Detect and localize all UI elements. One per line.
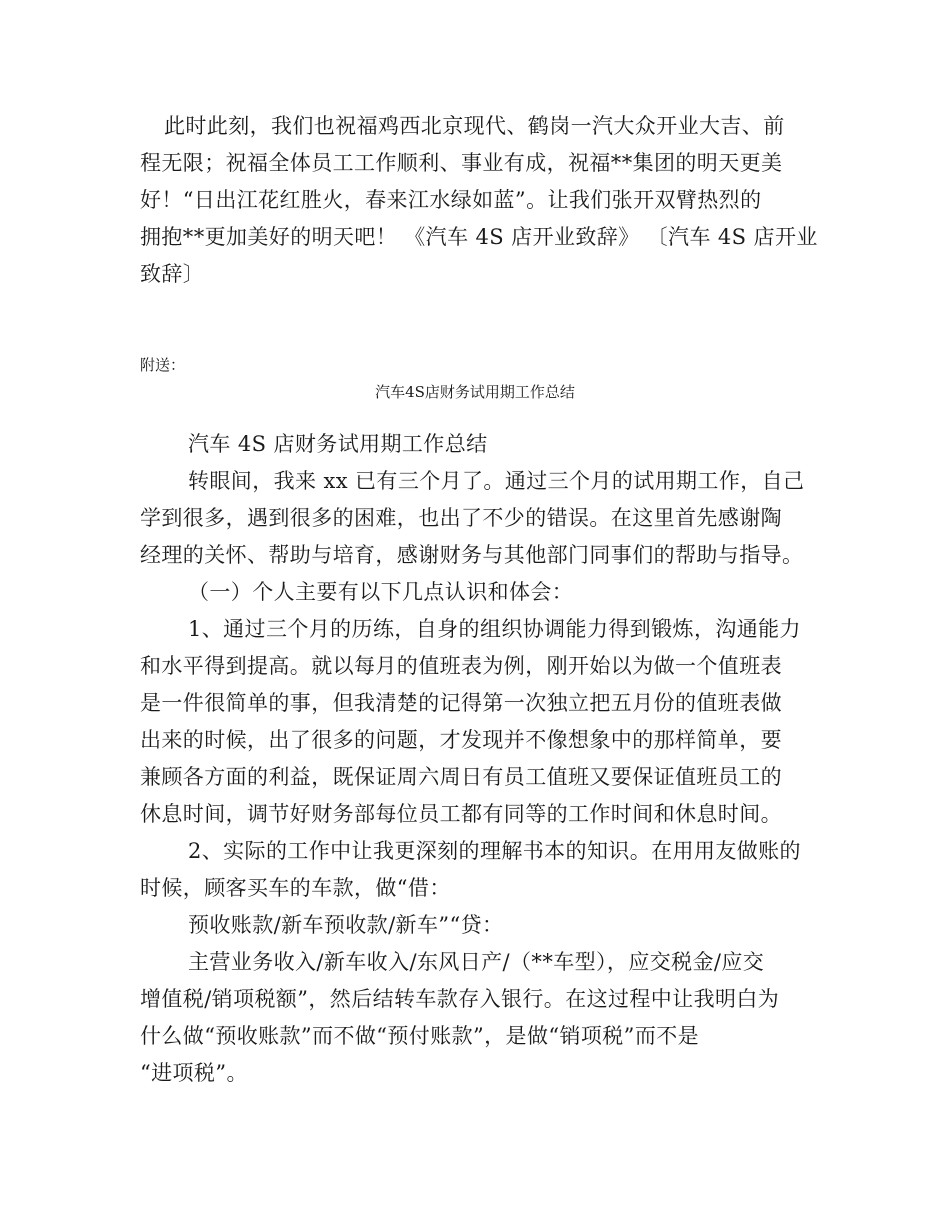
- section-heading: （一）个人主要有以下几点认识和体会：: [188, 580, 574, 604]
- p2-line-5: 兼顾各方面的利益，既保证周六周日有员工值班又要保证值班员工的: [140, 765, 782, 789]
- p1-line-1: 转眼间，我来 xx 已有三个月了。通过三个月的试用期工作，自己: [188, 469, 805, 493]
- p3-line-2: 时候，顾客买车的车款，做“借：: [140, 876, 451, 900]
- intro-line-2: 程无限；祝福全体员工工作顺利、事业有成，祝福**集团的明天更美: [140, 151, 783, 175]
- p2-line-4: 出来的时候，出了很多的问题，才发现并不像想象中的那样简单，要: [140, 728, 782, 752]
- p5-line-4: “进项税”。: [140, 1061, 248, 1085]
- p1-line-3: 经理的关怀、帮助与培育，感谢财务与其他部门同事们的帮助与指导。: [140, 543, 804, 567]
- intro-line-3: 好！“日出江花红胜火，春来江水绿如蓝”。让我们张开双臂热烈的: [140, 188, 762, 212]
- p5-line-2: 增值税/销项税额”，然后结转车款存入银行。在这过程中让我明白为: [140, 987, 780, 1011]
- p2-line-3: 是一件很简单的事，但我清楚的记得第一次独立把五月份的值班表做: [140, 691, 782, 715]
- attachment-label: 附送：: [140, 356, 186, 374]
- p4-line: 预收账款/新车预收款/新车”“贷：: [188, 913, 504, 937]
- intro-line-4: 拥抱**更加美好的明天吧！ 《汽车 4S 店开业致辞》 〔汽车 4S 店开业: [140, 225, 818, 249]
- p1-line-2: 学到很多，遇到很多的困难，也出了不少的错误。在这里首先感谢陶: [140, 506, 782, 530]
- p2-line-2: 和水平得到提高。就以每月的值班表为例，刚开始以为做一个值班表: [140, 654, 782, 678]
- intro-line-5: 致辞〕: [140, 262, 205, 286]
- p5-line-3: 什么做“预收账款”而不做“预付账款”，是做“销项税”而不是: [140, 1024, 700, 1048]
- p3-line-1: 2、实际的工作中让我更深刻的理解书本的知识。在用用友做账的: [188, 839, 801, 863]
- body-title-line: 汽车 4S 店财务试用期工作总结: [188, 432, 488, 456]
- p5-line-1: 主营业务收入/新车收入/东风日产/（**车型），应交税金/应交: [188, 950, 765, 974]
- intro-line-1: 此时此刻，我们也祝福鸡西北京现代、鹤岗一汽大众开业大吉、前: [164, 114, 785, 138]
- p2-line-1: 1、通过三个月的历练，自身的组织协调能力得到锻炼，沟通能力: [188, 617, 801, 641]
- document-subtitle: 汽车4S店财务试用期工作总结: [375, 383, 575, 401]
- p2-line-6: 休息时间，调节好财务部每位员工都有同等的工作时间和休息时间。: [140, 802, 782, 826]
